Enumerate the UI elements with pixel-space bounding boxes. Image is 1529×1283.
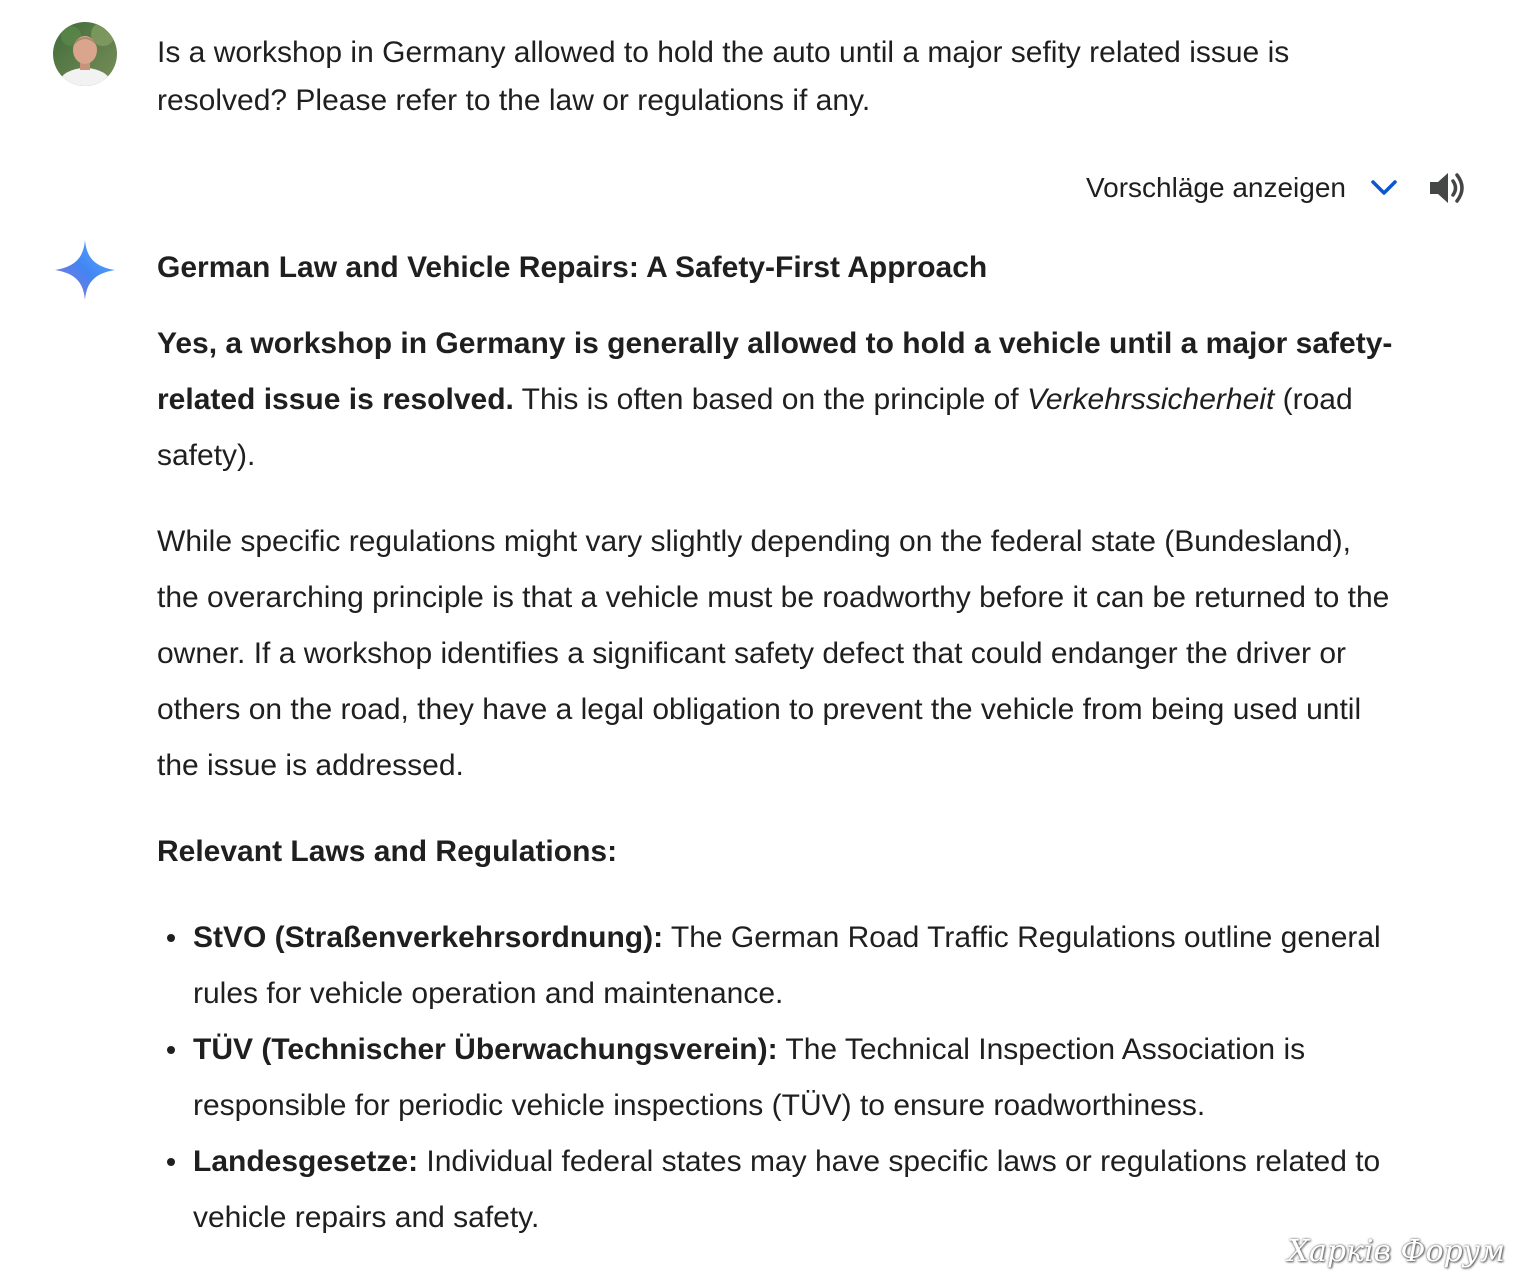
list-item [193,910,1397,1022]
intro-italic-text: Verkehrssicherheit [1026,383,1275,416]
law-term: Landesgesetze: [193,1145,419,1178]
response-title: German Law and Vehicle Repairs: A Safety-First Approach [157,251,988,284]
response-body [157,240,1397,1246]
chevron-down-icon [1368,172,1400,204]
speaker-icon[interactable] [1426,168,1470,208]
list-item [193,1022,1397,1134]
show-suggestions-button[interactable] [1000,166,1400,210]
law-term: StVO (Straßenverkehrsordnung): [193,921,664,954]
gemini-sparkle-icon [53,240,117,300]
intro-end-text: (road safety). [157,383,1353,472]
law-description: The Technical Inspection Association is responsible for periodic vehicle inspections (TÜV) to ensure roadworthiness. [193,1033,1306,1122]
list-item [193,1134,1397,1246]
intro-bold-text: Yes, a workshop in Germany is generally allowed to hold a vehicle until a major safety-related issue is resolved. [157,327,1393,416]
laws-heading: Relevant Laws and Regulations: [157,835,618,868]
watermark: Харків Форум [1287,1234,1505,1269]
intro-text: This is often based on the principle of [513,383,1027,416]
response-intro-paragraph [157,316,1397,484]
law-description: Individual federal states may have specific laws or regulations related to vehicle repairs and safety. [193,1145,1381,1234]
show-suggestions-label: Vorschläge anzeigen [1086,172,1346,203]
response-paragraph-2: While specific regulations might vary slightly depending on the federal state (Bundesland), the overarching principle is that a vehicle must be roadworthy before it can be returned to the owner. If a workshop identifies a significant safety defect that could endanger the driver or others on the road, they have a legal obligation to prevent the vehicle from being used until the issue is addressed. [157,525,1390,782]
user-avatar [53,22,117,86]
laws-list [157,910,1397,1246]
law-term: TÜV (Technischer Überwachungsverein): [193,1033,778,1066]
law-description: The German Road Traffic Regulations outline general rules for vehicle operation and maintenance. [193,921,1381,1010]
user-prompt-text: Is a workshop in Germany allowed to hold the auto until a major sefity related issue is resolved? Please refer to the law or regulations if any. [157,36,1290,117]
